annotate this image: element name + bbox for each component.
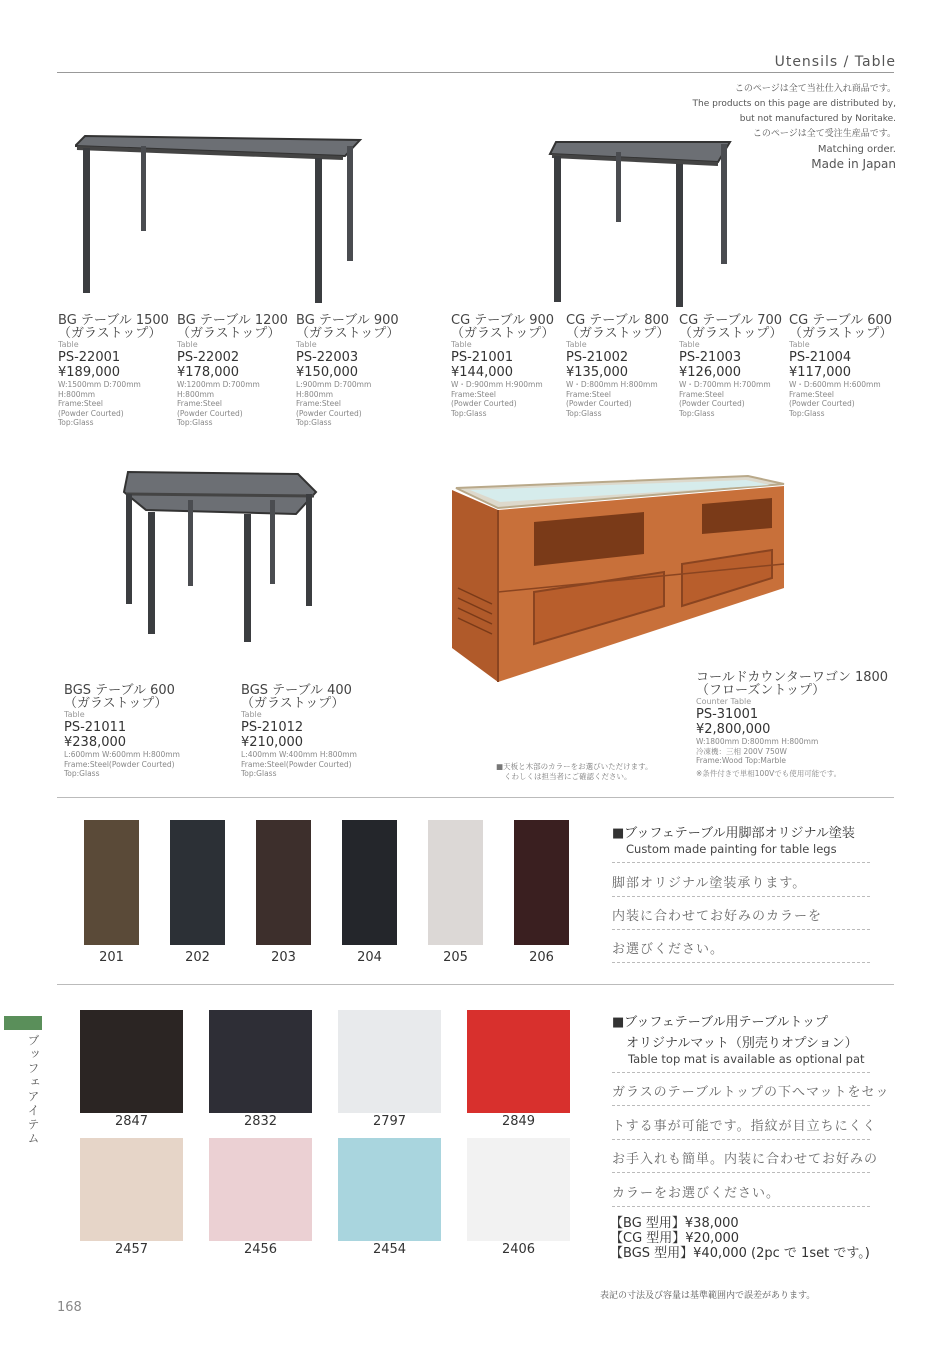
product-category: Table <box>177 340 198 349</box>
product-name-sub: （ガラストップ） <box>296 326 400 341</box>
swatch-label: 2849 <box>501 1114 536 1129</box>
product-spec: (Powder Courted) <box>679 399 745 408</box>
product-name: CG テーブル 800 <box>566 313 670 328</box>
swatch-label: 205 <box>443 950 468 965</box>
product-name-sub: （ガラストップ） <box>789 326 893 341</box>
product-category: Table <box>64 710 85 719</box>
footer-note: 表記の寸法及び容量は基準範囲内で誤差があります。 <box>600 1291 816 1301</box>
product-spec: Top:Glass <box>177 418 213 427</box>
dashed-rule <box>612 1139 870 1140</box>
product-code: PS-22003 <box>296 350 359 365</box>
swatch-label: 2847 <box>114 1114 149 1129</box>
product-ps-31001 <box>696 671 888 778</box>
swatch-2797 <box>338 1010 441 1113</box>
leg-paint-title: ■ブッフェテーブル用脚部オリジナル塗装 <box>612 826 855 841</box>
product-ps-21003 <box>679 314 782 418</box>
note-line: くわしくは担当者にご確認ください。 <box>504 772 632 781</box>
product-spec: Top:Glass <box>789 408 825 418</box>
product-code: PS-21004 <box>789 350 852 365</box>
product-name-sub: （ガラストップ） <box>451 326 555 341</box>
product-category: Table <box>451 340 472 349</box>
product-spec: H:800mm <box>177 389 215 399</box>
product-ps-21011 <box>64 684 180 779</box>
table-top-title: ■ブッフェテーブル用テーブルトップ <box>612 1015 828 1030</box>
product-spec: Frame:Steel <box>679 389 724 399</box>
product-name: BGS テーブル 400 <box>241 683 352 698</box>
counter-wagon-image <box>448 468 788 686</box>
product-price: ¥117,000 <box>789 365 852 380</box>
swatch-205 <box>428 820 483 945</box>
swatch-2849 <box>467 1010 570 1113</box>
price-line: 【BG 型用】¥38,000 <box>610 1216 739 1231</box>
product-name: BG テーブル 900 <box>296 313 399 328</box>
swatch-label: 2406 <box>501 1242 536 1257</box>
product-spec: L:600mm W:600mm H:800mm <box>64 750 180 759</box>
product-spec: Top:Glass <box>451 408 487 418</box>
dashed-rule <box>612 1206 870 1207</box>
section-divider <box>57 797 894 798</box>
swatch-label: 2457 <box>114 1242 149 1257</box>
product-price: ¥126,000 <box>679 365 742 380</box>
section-tab-label: ブッフェアイテム <box>26 1034 40 1146</box>
product-name-sub: （ガラストップ） <box>64 696 168 711</box>
page-section-title: Utensils / Table <box>774 54 896 70</box>
product-spec: W:1800mm D:800mm H:800mm <box>696 737 819 746</box>
product-spec: Top:Glass <box>64 769 100 778</box>
product-name: コールドカウンターワゴン 1800 <box>696 670 889 685</box>
product-spec: Frame:Steel <box>177 399 222 408</box>
swatch-201 <box>84 820 139 945</box>
product-spec: L:400mm W:400mm H:800mm <box>241 750 357 759</box>
product-spec: Frame:Steel <box>296 399 341 408</box>
table-top-line: お手入れも簡単。内装に合わせてお好みの <box>612 1152 879 1167</box>
product-spec: L:900mm D:700mm <box>296 380 372 389</box>
product-spec: W・D:700mm H:700mm <box>679 380 771 389</box>
product-code: PS-21003 <box>679 350 742 365</box>
swatch-label: 2454 <box>372 1242 407 1257</box>
swatch-2457 <box>80 1138 183 1241</box>
swatch-206 <box>514 820 569 945</box>
product-price: ¥210,000 <box>241 735 304 750</box>
product-ps-21012 <box>241 684 357 779</box>
product-name-sub: （ガラストップ） <box>241 696 345 711</box>
section-tab-marker <box>4 1016 42 1030</box>
swatch-2406 <box>467 1138 570 1241</box>
product-price: ¥135,000 <box>566 365 629 380</box>
product-name: CG テーブル 600 <box>789 313 893 328</box>
product-ps-21001 <box>451 314 554 418</box>
product-name: CG テーブル 900 <box>451 313 555 328</box>
product-ps-22001 <box>58 314 169 428</box>
product-category: Counter Table <box>696 697 752 706</box>
page-number: 168 <box>57 1300 82 1315</box>
product-spec: Top:Glass <box>566 408 602 418</box>
product-category: Table <box>296 340 317 349</box>
swatch-label: 204 <box>357 950 382 965</box>
product-code: PS-21001 <box>451 350 514 365</box>
product-price: ¥178,000 <box>177 365 240 380</box>
leg-paint-subtitle: Custom made painting for table legs <box>626 842 837 856</box>
product-ps-21004 <box>789 314 892 418</box>
swatch-label: 206 <box>529 950 554 965</box>
product-price: ¥150,000 <box>296 365 359 380</box>
product-spec: (Powder Courted) <box>566 399 632 408</box>
product-spec: W:1500mm D:700mm <box>58 380 141 389</box>
product-code: PS-21002 <box>566 350 629 365</box>
swatch-204 <box>342 820 397 945</box>
note-line: Made in Japan <box>811 157 896 171</box>
product-spec: (Powder Courted) <box>451 399 517 408</box>
table-top-prices <box>610 1216 870 1261</box>
dashed-rule <box>612 862 870 863</box>
product-spec: H:800mm <box>296 389 334 399</box>
note-line: Matching order. <box>817 144 896 155</box>
cg-table-image <box>548 132 733 307</box>
product-spec: Frame:Steel(Powder Courted) <box>241 759 352 769</box>
product-spec: Frame:Steel <box>566 389 611 399</box>
swatch-label: 203 <box>271 950 296 965</box>
dashed-rule <box>612 929 870 930</box>
dashed-rule <box>612 1172 870 1173</box>
product-category: Table <box>679 340 700 349</box>
product-category: Table <box>789 340 810 349</box>
product-spec: (Powder Courted) <box>58 408 124 418</box>
product-spec: Top:Glass <box>58 418 94 427</box>
product-name-sub: （ガラストップ） <box>679 326 783 341</box>
table-top-line: カラーをお選びください。 <box>612 1186 781 1201</box>
dashed-rule <box>612 1105 870 1106</box>
products-row-1 <box>58 314 947 434</box>
product-name-sub: （ガラストップ） <box>566 326 670 341</box>
product-spec: Frame:Steel <box>451 389 496 399</box>
product-ps-22003 <box>296 314 399 428</box>
note-line: The products on this page are distributed by, <box>692 99 896 109</box>
bgs-table-image <box>118 466 323 646</box>
product-name-sub: （フローズントップ） <box>696 683 826 698</box>
product-spec: Top:Glass <box>241 769 277 778</box>
section-divider <box>57 984 894 985</box>
product-name-sub: （ガラストップ） <box>177 326 281 341</box>
product-spec: W・D:800mm H:800mm <box>566 380 658 389</box>
price-line: 【BGS 型用】¥40,000 (2pc で 1set です。) <box>610 1246 870 1261</box>
product-spec: Frame:Steel <box>58 399 103 408</box>
swatch-203 <box>256 820 311 945</box>
swatch-2456 <box>209 1138 312 1241</box>
product-name: BGS テーブル 600 <box>64 683 175 698</box>
swatch-label: 2832 <box>243 1114 278 1129</box>
swatch-202 <box>170 820 225 945</box>
product-spec: Top:Glass <box>679 408 715 418</box>
swatch-label: 202 <box>185 950 210 965</box>
header-divider <box>57 72 894 73</box>
product-ps-22002 <box>177 314 288 428</box>
product-category: Table <box>566 340 587 349</box>
product-price: ¥238,000 <box>64 735 127 750</box>
product-spec: W:1200mm D:700mm <box>177 380 260 389</box>
table-top-subtitle: Table top mat is available as optional pat <box>628 1052 865 1066</box>
product-spec: Frame:Steel <box>789 389 834 399</box>
product-name: BG テーブル 1200 <box>177 313 288 328</box>
swatch-2847 <box>80 1010 183 1113</box>
product-spec: (Powder Courted) <box>296 408 362 418</box>
leg-paint-line: お選びください。 <box>612 942 725 957</box>
product-spec: Frame:Wood Top:Marble <box>696 756 786 765</box>
swatch-label: 2456 <box>243 1242 278 1257</box>
wood-color-note <box>496 762 653 782</box>
note-line: このページは全て受注生産品です。 <box>752 129 896 139</box>
product-spec: (Powder Courted) <box>177 408 243 418</box>
price-line: 【CG 型用】¥20,000 <box>610 1231 740 1246</box>
note-line: but not manufactured by Noritake. <box>739 114 896 124</box>
product-code: PS-21011 <box>64 720 127 735</box>
product-spec: ※条件付きで単相100Vでも使用可能です。 <box>696 768 842 778</box>
swatch-label: 2797 <box>372 1114 407 1129</box>
product-price: ¥144,000 <box>451 365 514 380</box>
note-line: ■天板と木部のカラーをお選びいただけます。 <box>496 762 653 771</box>
product-name: BG テーブル 1500 <box>58 313 169 328</box>
product-spec: (Powder Courted) <box>789 399 855 408</box>
table-top-line: トする事が可能です。指紋が目立ちにくく <box>612 1119 877 1134</box>
dashed-rule <box>612 1072 870 1073</box>
dashed-rule <box>612 962 870 963</box>
product-category: Table <box>58 340 79 349</box>
product-price: ¥2,800,000 <box>696 722 771 737</box>
bg-table-image <box>75 118 365 303</box>
product-price: ¥189,000 <box>58 365 121 380</box>
product-code: PS-31001 <box>696 707 759 722</box>
swatch-2832 <box>209 1010 312 1113</box>
dashed-rule <box>612 896 870 897</box>
product-code: PS-22002 <box>177 350 240 365</box>
leg-paint-line: 内装に合わせてお好みのカラーを <box>612 909 823 924</box>
table-top-title-2: オリジナルマット（別売りオプション） <box>626 1036 858 1051</box>
product-spec: W・D:600mm H:600mm <box>789 380 881 389</box>
product-spec: W・D:900mm H:900mm <box>451 380 543 389</box>
product-code: PS-22001 <box>58 350 121 365</box>
note-line: このページは全て当社仕入れ商品です。 <box>734 84 896 94</box>
product-category: Table <box>241 710 262 719</box>
product-ps-21002 <box>566 314 669 418</box>
swatch-label: 201 <box>99 950 124 965</box>
product-spec: H:800mm <box>58 389 96 399</box>
product-spec: Frame:Steel(Powder Courted) <box>64 759 175 769</box>
leg-paint-line: 脚部オリジナル塗装承ります。 <box>612 876 807 891</box>
product-name: CG テーブル 700 <box>679 313 783 328</box>
product-code: PS-21012 <box>241 720 304 735</box>
product-spec: 冷凍機：三相 200V 750W <box>696 746 787 756</box>
product-spec: Top:Glass <box>296 418 332 427</box>
table-top-line: ガラスのテーブルトップの下へマットをセッ <box>612 1085 890 1100</box>
swatch-2454 <box>338 1138 441 1241</box>
product-name-sub: （ガラストップ） <box>58 326 162 341</box>
